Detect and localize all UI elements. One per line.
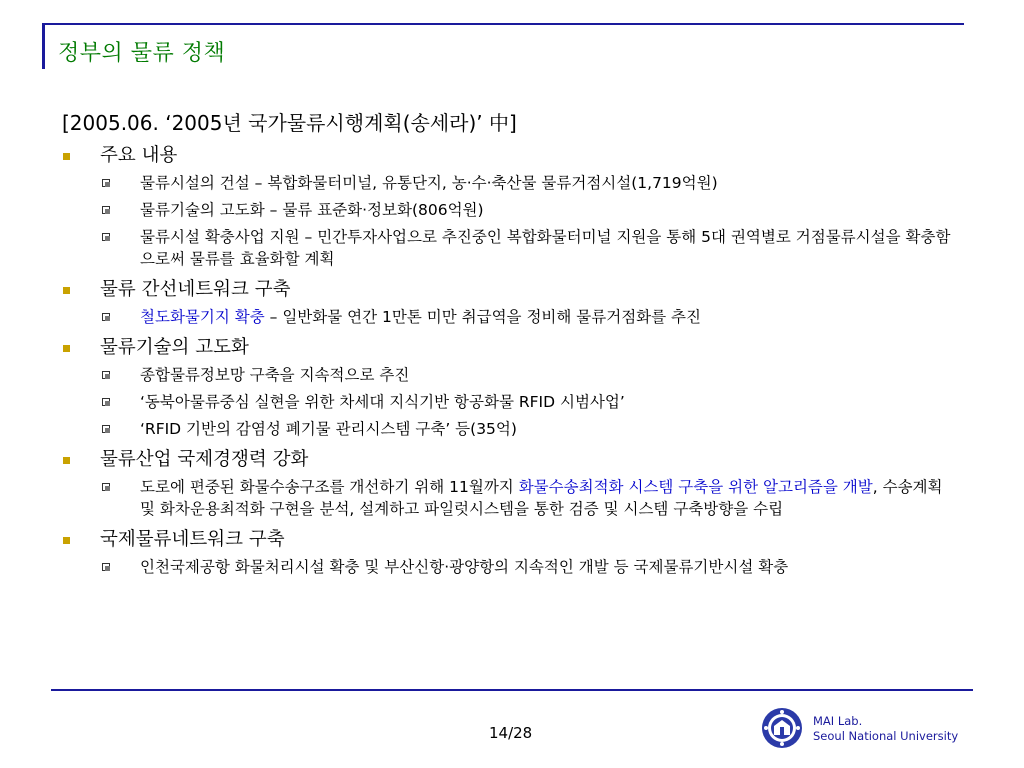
item-text: 물류시설 확충사업 지원 – 민간투자사업으로 추진중인 복합화물터미널 지원을 통해 5대 권역별로 거점물류시설을 확충함으로써 물류를 효율화할 계획 [140,228,951,268]
lab-credit [813,714,958,744]
slide-content [62,110,962,583]
section-heading [62,528,962,552]
square-bullet-icon [63,345,70,352]
bullet-list [62,144,962,578]
section-heading-text: 물류산업 국제경쟁력 강화 [100,449,309,470]
page-number: 14/28 [489,724,533,742]
item-text: ‘RFID 기반의 감염성 폐기물 관리시스템 구축’ 등(35억) [140,420,517,438]
square-bullet-icon [63,457,70,464]
section-heading [62,144,962,168]
section-heading-text: 주요 내용 [100,145,178,166]
section-heading-text: 물류기술의 고도화 [100,337,249,358]
checkbox-bullet-icon [102,425,110,433]
list-item [62,226,962,270]
list-item [62,556,962,578]
section-heading [62,448,962,472]
item-text: ‘동북아물류중심 실현을 위한 차세대 지식기반 항공화물 RFID 시범사업’ [140,393,625,411]
checkbox-bullet-icon [102,483,110,491]
list-item [62,418,962,440]
item-text: 도로에 편중된 화물수송구조를 개선하기 위해 11월까지 [140,478,519,496]
top-rule [42,23,964,25]
bottom-rule [51,689,973,691]
item-text: – 일반화물 연간 1만톤 미만 취급역을 정비해 물류거점화를 추진 [264,308,702,326]
source-subtitle: [2005.06. ‘2005년 국가물류시행계획(송세라)’ 中] [62,111,517,135]
section-heading [62,336,962,360]
item-text: 인천국제공항 화물처리시설 확충 및 부산신항·광양항의 지속적인 개발 등 국제물류기반시설 확충 [140,558,789,576]
section-heading [62,278,962,302]
item-text: 물류시설의 건설 – 복합화물터미널, 유통단지, 농·수·축산물 물류거점시설(1,719억원) [140,174,718,192]
item-text: 종합물류정보망 구축을 지속적으로 추진 [140,366,410,384]
checkbox-bullet-icon [102,313,110,321]
list-item [62,476,962,520]
section-heading-text: 물류 간선네트워크 구축 [100,279,291,300]
list-item [62,391,962,413]
list-item [62,199,962,221]
section-heading-text: 국제물류네트워크 구축 [100,529,285,550]
checkbox-bullet-icon [102,371,110,379]
checkbox-bullet-icon [102,398,110,406]
list-item [62,306,962,328]
university-emblem-icon [761,707,803,749]
checkbox-bullet-icon [102,179,110,187]
checkbox-bullet-icon [102,233,110,241]
item-text: , 수송계획 및 화차운용최적화 구현을 분석, 설계하고 파일럿시스템을 통한 검증 및 시스템 구축방향을 수립 [140,478,943,518]
university-name: Seoul National University [813,729,959,743]
list-item [62,364,962,386]
square-bullet-icon [63,153,70,160]
slide-title: 정부의 물류 정책 [58,41,226,66]
highlighted-text: 화물수송최적화 시스템 구축을 위한 알고리즘을 개발 [518,478,873,496]
square-bullet-icon [63,287,70,294]
title-accent-bar [42,23,45,69]
lab-name: MAI Lab. [813,714,863,728]
item-text: 물류기술의 고도화 – 물류 표준화·정보화(806억원) [140,201,484,219]
square-bullet-icon [63,537,70,544]
list-item [62,172,962,194]
highlighted-text: 철도화물기지 확충 [140,308,265,326]
checkbox-bullet-icon [102,206,110,214]
checkbox-bullet-icon [102,563,110,571]
